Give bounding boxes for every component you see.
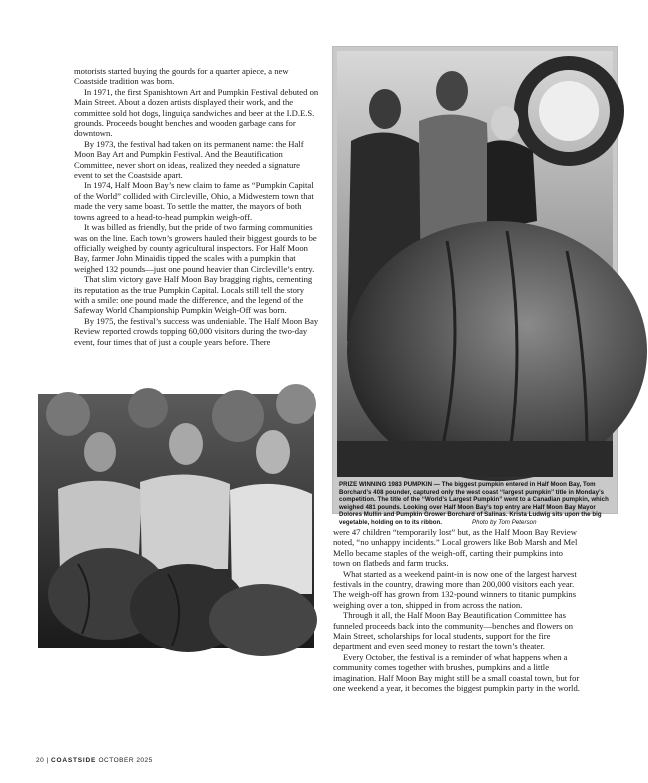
page-footer: 20 | COASTSIDE OCTOBER 2025 xyxy=(36,757,153,764)
paragraph: What started as a weekend paint-in is now one of the largest harvest festivals in the country, drawing more than 200,000 visitors each year. The weigh-off has grown from 132-pound winners to titanic pumpkins weighing over a ton, shipped in from across the nation. xyxy=(333,568,577,610)
paragraph: In 1974, Half Moon Bay’s new claim to fame as “Pumpkin Capital of the World” collided with Circleville, Ohio, a Midwestern town that made the very same boast. To settle the matter, the mayors of both towns agreed to a head-to-head pumpkin weigh-off. xyxy=(74,180,314,222)
three-growers-image xyxy=(38,394,314,648)
paragraph: By 1973, the festival had taken on its permanent name: the Half Moon Bay Art and Pumpkin Festival. And the Beautification Committee, never short on ideas, realized they needed a signature event to set the Coastside apart. xyxy=(74,138,304,181)
article-right-column xyxy=(333,527,581,694)
three-growers-photo xyxy=(38,394,314,648)
prize-pumpkin-photo xyxy=(332,46,618,526)
paragraph: Every October, the festival is a reminder of what happens when a community comes together with brushes, pumpkins and a little imagination. Half Moon Bay might still be a small coastal town, but for one weekend a year, it becomes the biggest pumpkin party in the world. xyxy=(333,651,580,694)
paragraph: Through it all, the Half Moon Bay Beautification Committee has funneled proceeds back into the community—benches and flowers on Main Street, scholarships for local students, support for the fire department and even seed money to restart the town’s theater. xyxy=(333,610,574,652)
paragraph: That slim victory gave Half Moon Bay bragging rights, cementing its reputation as the true Pumpkin Capital. Locals still tell the story with a smile: one pound made the difference, and the legend of the Safeway World Championship Pumpkin Weigh-Off was born. xyxy=(74,274,313,316)
paragraph: were 47 children “temporarily lost” but, as the Half Moon Bay Review noted, “no unhappy incidents.” Local growers like Bob Marsh and Mel Mello became staples of the weigh-off, carting their pumpkins into town on flatbeds and farm trucks. xyxy=(333,527,578,569)
paragraph: motorists started buying the gourds for a quarter apiece, a new Coastside tradition was born. xyxy=(74,66,289,87)
issue-date: OCTOBER 2025 xyxy=(98,757,153,764)
article-left-column xyxy=(74,66,320,347)
photo-caption xyxy=(339,481,611,527)
paragraph: By 1975, the festival’s success was undeniable. The Half Moon Bay Review reported crowds topping 60,000 visitors during the two-day event, four times that of just a couple years before. There xyxy=(74,315,319,347)
caption-text: PRIZE WINNING 1983 PUMPKIN — The biggest pumpkin entered in Half Moon Bay, Tom Borchard’s 408 pounder, captured only the west coast ‘‘largest pumpkin’’ title in Monday’s competition. The title of the ‘‘World’s Largest Pumpkin’’ went to a Canadian pumpkin, which weighed 481 pounds. Looking over Half Moon Bay’s top entry are Half Moon Bay Mayor Dolores Mullin and Pumpkin Grower Borchard of Salinas. Krista Ludwig sits upon the big vegetable, holding on to its ribbon. xyxy=(339,481,609,526)
photo-credit: Photo by Tom Peterson xyxy=(472,518,537,526)
paragraph: It was billed as friendly, but the pride of two farming communities was on the line. Each town’s growers hauled their biggest gourds to be officially weighed by county agricultural inspectors. For Half Moon Bay, farmer John Minaidis tipped the scales with a pumpkin that weighed 132 pounds—just one pound heavier than Circleville’s entry. xyxy=(74,222,317,274)
paragraph: In 1971, the first Spanishtown Art and Pumpkin Festival debuted on Main Street. About a dozen artists displayed their work, and the committee sold hot dogs, linguiça sandwiches and beer at the I.D.E.S. grounds. Proceeds bought benches and wooden garbage cans for downtown. xyxy=(74,86,319,139)
magazine-name: COASTSIDE xyxy=(51,757,97,764)
prize-pumpkin-image xyxy=(337,51,613,477)
page-number: 20 xyxy=(36,757,45,764)
